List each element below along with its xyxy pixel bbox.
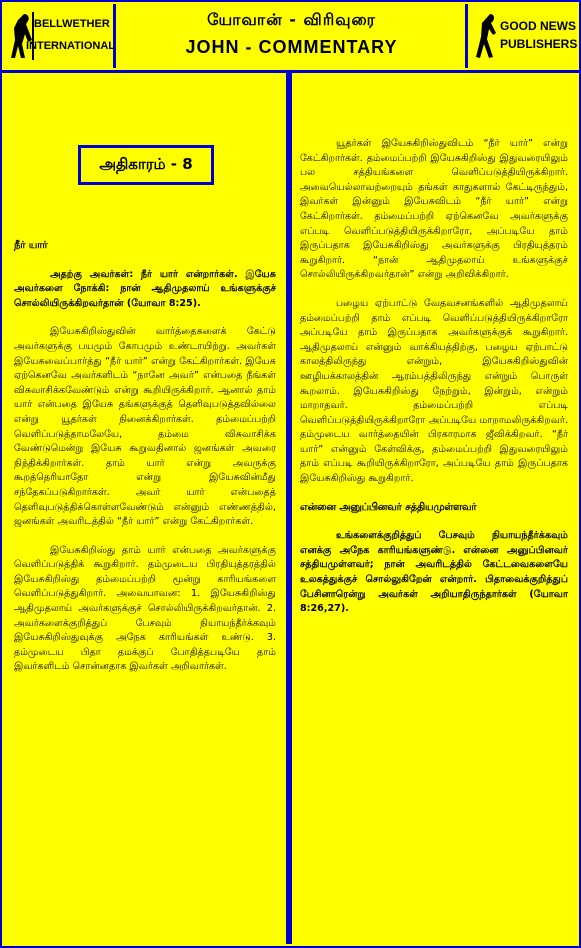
- good-news-logo: [465, 4, 577, 68]
- logo-left-line2: INTERNATIONAL: [26, 40, 116, 52]
- bellwether-logo: [4, 4, 116, 68]
- paragraph: யூதர்கள் இயேசுகிறிஸ்துவிடம் “நீர் யார்” என்று கேட்கிறார்கள். தம்மைப்பற்றி இயேசுகிறிஸ்து இதுவரையிலும் பல சத்தியங்களை வெளிப்படுத்தியிருக்கிறார். அவையெல்லாவற்றையும் தங்கள் காதுகளால் கேட்டிருந்தும், இவர்கள் இன்னும் இயேசுவிடம் “நீர் யார்” என்று கேட்கிறார்கள். தம்மைப்பற்றி ஏற்கெனவே அவர்களுக்கு எப்படி வெளிப்படுத்தியிருக்கிறாரோ, அப்படியே தாம் இருப்பதாக இயேசுகிறிஸ்து அவர்களுக்கு பிரதியுத்தரம் கூறுகிறார். “நான் ஆதிமுதலாய் உங்களுக்குச் சொல்லியிருக்கிறவர்தான்” என்று அறிவிக்கிறார்.: [300, 138, 568, 281]
- chapter-title: அதிகாரம் - 8: [78, 145, 214, 185]
- section-heading: என்னை அனுப்பினவர் சத்தியமுள்ளவர்: [300, 501, 477, 513]
- right-text: [300, 137, 568, 631]
- logo-right-line1: GOOD NEWS: [500, 19, 577, 33]
- verse-quote: அதற்கு அவர்கள்: நீர் யார் என்றார்கள். இயேசு அவர்களை நோக்கி: நான் ஆதிமுதலாய் உங்களுக்குச் சொல்லியிருக்கிறவர்தான் (யோவா 8:25).: [14, 268, 276, 309]
- logo-right-line2: PUBLISHERS: [500, 37, 578, 51]
- paragraph: பழைய ஏற்பாட்டு வேதவசனங்களில் ஆதிமுதலாய் தம்மைப்பற்றி தாம் எப்படி வெளிப்படுத்தியிருக்கிறாரோ அப்படியே தாம் இருப்பதாக அவர்களுக்குக் கூறுகிறார். ஆதிமுதலாய் என்னும் வாக்கியத்திற்கு, பழைய ஏற்பாட்டு காலத்திலிருந்து என்றும், இயேசுகிறிஸ்துவின் ஊழியக்காலத்தின் ஆரம்பத்திலிருந்து என்றும் பொருள் கூறலாம். இயேசுகிறிஸ்து நேற்றும், இன்றும், என்றும் மாறாதவர். தம்மைப்பற்றி எப்படி வெளிப்படுத்தியிருக்கிறாரோ அப்படியே மாறாமலிருக்கிறவர். தம்முடைய வார்த்தையின் பிரகாரமாக ஜீவிக்கிறவர். “நீர் யார்” என்னும் கேள்விக்கு, தம்மைப்பற்றி இதுவரையிலும் தாம் எப்படி கூறியிருக்கிறாரோ, அப்படியே தாம் இருப்பதாக இயேசுகிறிஸ்து கூறுகிறார்.: [300, 297, 568, 485]
- messenger-icon: [474, 10, 502, 62]
- title-english: JOHN - COMMENTARY: [185, 37, 398, 57]
- section-heading: நீர் யார்: [14, 240, 48, 251]
- title-area: [120, 4, 463, 68]
- left-column: [4, 73, 289, 944]
- title-tamil: யோவான் - விரிவுரை: [207, 10, 376, 29]
- logo-left-line1: BELLWETHER: [34, 18, 110, 30]
- right-column: [294, 73, 577, 944]
- left-text: [14, 239, 276, 689]
- column-divider: [289, 73, 292, 944]
- verse-quote: உங்களைக்குறித்துப் பேசவும் நியாயந்தீர்க்கவும் எனக்கு அநேக காரியங்களுண்டு. என்னை அனுப்பினவர் சத்தியமுள்ளவர்; நான் அவரிடத்தில் கேட்டவைகளையே உலகத்துக்குச் சொல்லுகிறேன் என்றார். பிதாவைக்குறித்துப் பேசினாரென்று அவர்கள் அறியாதிருந்தார்கள் (யோவா 8:26,27).: [300, 530, 568, 615]
- header: [2, 2, 579, 73]
- paragraph: இயேசுகிறிஸ்துவின் வார்த்தைகளைக் கேட்டு அவர்களுக்கு பயமும் கோபமும் உண்டாயிற்று. அவர்கள் இயேசுவைப்பார்த்து “நீர் யார்” என்று கேட்கிறார்கள். இயேசு ஏற்கெனவே அவர்களிடம் “நானே அவர்” என்பதை நீங்கள் விசுவாசிக்கவேண்டும் என்று கூறியிருக்கிறார். ஆனால் தாம் யார் என்பதை இயேசு தங்களுக்குத் தெளிவுபடுத்தவில்லை என்று யூதர்கள் நினைக்கிறார்கள். தம்மைப்பற்றி வெளிப்படுத்தாமலேயே, தம்மை விசுவாசிக்க வேண்டுமென்று இயேசு கூறுவதினால் ஜனங்கள் அவரை நிந்திக்கிறார்கள். தாம் யார் என்று அவருக்கு கூறத்தெரியாதோ என்று இயேசுவின்மீது சந்தேகப்படுகிறார்கள். அவர் யார் என்பதைத் தெளிவுபடுத்திக்கொள்ளவேண்டும் என்னும் எண்ணத்தில், ஜனங்கள் அவரிடத்தில் “நீர் யார்” என்று கேட்கிறார்கள்.: [14, 326, 276, 528]
- paragraph: இயேசுகிறிஸ்து தாம் யார் என்பதை அவர்களுக்கு வெளிப்படுத்திக் கூறுகிறார். தம்முடைய பிரதியுத்தரத்தில் இயேசுகிறிஸ்து தம்மைப்பற்றி மூன்று காரியங்களை வெளிப்படுத்துகிறார். அவையாவன: 1. இயேசுகிறிஸ்து ஆதிமுதலாய் அவர்களுக்குச் சொல்லியிருக்கிறவர்தான். 2. அவர்களைக்குறித்துப் பேசவும் நியாயந்தீர்க்கவும் இயேசுகிறிஸ்துவுக்கு அநேக காரியங்கள் உண்டு. 3. தம்முடைய பிதா தமக்குப் போதித்தபடியே தாம் இவர்களிடம் சொன்னதாக இவர்கள் அறிவார்கள்.: [14, 544, 276, 673]
